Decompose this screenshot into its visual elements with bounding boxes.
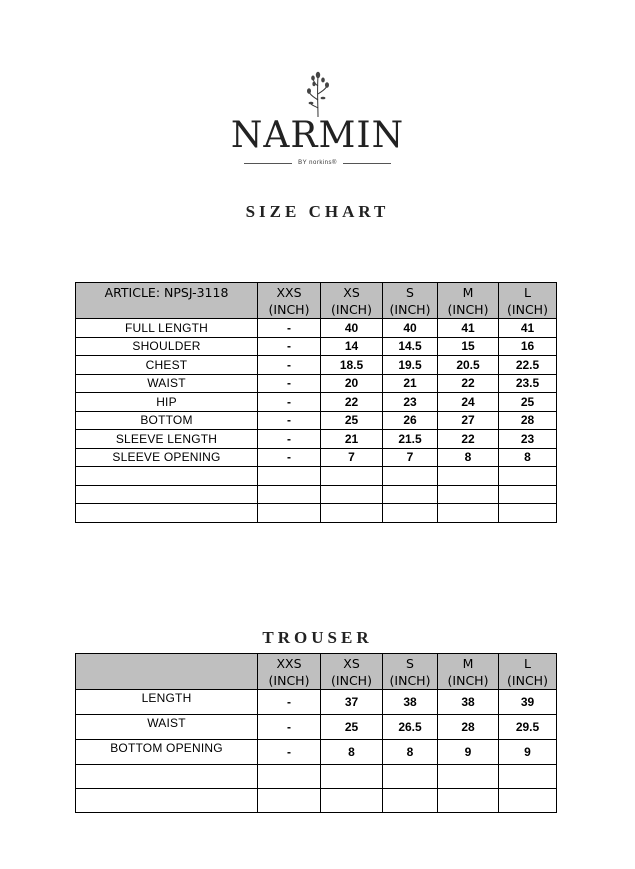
measurement-value: 23 [499,430,557,449]
empty-row [76,789,557,813]
brand-byline [0,160,635,166]
col-header-xs: XS (INCH) [321,283,383,319]
empty-cell [499,467,557,486]
empty-cell [258,467,321,486]
measurement-value: - [258,374,321,393]
measurement-value: 23.5 [499,374,557,393]
measurement-value: 22.5 [499,356,557,375]
measurement-value: 26 [383,411,438,430]
measurement-value: - [258,319,321,338]
measurement-value: 25 [321,411,383,430]
measurement-value: 26.5 [383,715,438,740]
measurement-label: SLEEVE OPENING [76,448,258,467]
trouser-chart-header-row [76,654,557,690]
empty-cell [438,485,499,504]
measurement-value: - [258,393,321,412]
empty-cell [76,504,258,523]
empty-cell [383,789,438,813]
empty-row [76,485,557,504]
measurement-label: WAIST [76,374,258,393]
measurement-value: - [258,690,321,715]
measurement-value: 40 [321,319,383,338]
measurement-value: 28 [499,411,557,430]
measurement-value: 14 [321,337,383,356]
table-row [76,356,557,375]
measurement-value: 38 [383,690,438,715]
col-header-xxs: XXS (INCH) [258,283,321,319]
empty-row [76,765,557,789]
empty-cell [383,467,438,486]
empty-cell [76,789,258,813]
measurement-label: WAIST [76,715,258,740]
measurement-value: - [258,411,321,430]
col-header-s: S (INCH) [383,654,438,690]
measurement-value: 8 [499,448,557,467]
empty-cell [321,467,383,486]
col-header-xs: XS (INCH) [321,654,383,690]
empty-cell [321,789,383,813]
measurement-value: 20 [321,374,383,393]
measurement-value: 28 [438,715,499,740]
trouser-chart-table [75,653,557,813]
measurement-value: 23 [383,393,438,412]
table-row [76,448,557,467]
measurement-label: BOTTOM [76,411,258,430]
measurement-value: 19.5 [383,356,438,375]
table-row [76,430,557,449]
col-header-s: S (INCH) [383,283,438,319]
flower-sprig-icon [303,70,333,118]
measurement-value: 14.5 [383,337,438,356]
measurement-label: LENGTH [76,690,258,715]
measurement-value: 24 [438,393,499,412]
measurement-value: 22 [321,393,383,412]
empty-cell [499,485,557,504]
measurement-value: - [258,337,321,356]
measurement-label: FULL LENGTH [76,319,258,338]
col-header-l: L (INCH) [499,654,557,690]
byline-rule-left [244,163,292,164]
measurement-value: 15 [438,337,499,356]
measurement-value: - [258,430,321,449]
empty-cell [383,485,438,504]
measurement-value: 25 [321,715,383,740]
table-row [76,393,557,412]
measurement-label: CHEST [76,356,258,375]
measurement-value: 25 [499,393,557,412]
table-row [76,319,557,338]
trouser-article-label [76,654,258,690]
empty-cell [258,485,321,504]
measurement-value: 41 [499,319,557,338]
measurement-value: 41 [438,319,499,338]
measurement-value: 9 [499,740,557,765]
empty-cell [383,504,438,523]
empty-cell [258,789,321,813]
measurement-value: - [258,448,321,467]
measurement-label: SLEEVE LENGTH [76,430,258,449]
brand-logo [0,70,635,166]
table-row [76,337,557,356]
measurement-value: - [258,740,321,765]
empty-cell [321,485,383,504]
byline-rule-right [343,163,391,164]
empty-row [76,504,557,523]
measurement-value: 37 [321,690,383,715]
measurement-value: 22 [438,430,499,449]
measurement-label: BOTTOM OPENING [76,740,258,765]
col-header-l: L (INCH) [499,283,557,319]
table-row [76,411,557,430]
empty-cell [499,789,557,813]
empty-cell [383,765,438,789]
measurement-value: 21.5 [383,430,438,449]
measurement-value: 7 [383,448,438,467]
measurement-value: 27 [438,411,499,430]
measurement-value: 21 [383,374,438,393]
empty-cell [499,504,557,523]
table-row [76,740,557,765]
table-row [76,715,557,740]
measurement-label: SHOULDER [76,337,258,356]
empty-cell [76,467,258,486]
measurement-value: 22 [438,374,499,393]
measurement-value: 18.5 [321,356,383,375]
empty-row [76,467,557,486]
empty-cell [258,765,321,789]
article-label: ARTICLE: NPSJ-3118 [76,283,258,319]
trouser-chart-title: TROUSER [262,628,373,647]
empty-cell [438,504,499,523]
empty-cell [321,504,383,523]
measurement-value: 8 [438,448,499,467]
measurement-value: 38 [438,690,499,715]
col-header-m: M (INCH) [438,283,499,319]
empty-cell [438,467,499,486]
measurement-value: 8 [383,740,438,765]
measurement-value: 39 [499,690,557,715]
measurement-value: 20.5 [438,356,499,375]
measurement-value: - [258,715,321,740]
measurement-label: HIP [76,393,258,412]
measurement-value: 16 [499,337,557,356]
measurement-value: 9 [438,740,499,765]
brand-name: NARMIN [230,115,405,156]
measurement-value: - [258,356,321,375]
col-header-m: M (INCH) [438,654,499,690]
empty-cell [438,789,499,813]
empty-cell [76,765,258,789]
table-row [76,690,557,715]
empty-cell [438,765,499,789]
measurement-value: 8 [321,740,383,765]
empty-cell [321,765,383,789]
empty-cell [76,485,258,504]
measurement-value: 40 [383,319,438,338]
byline-text: BY norkins® [298,160,337,166]
size-chart-header-row [76,283,557,319]
size-chart-title: SIZE CHART [245,202,390,221]
empty-cell [258,504,321,523]
measurement-value: 29.5 [499,715,557,740]
measurement-value: 21 [321,430,383,449]
measurement-value: 7 [321,448,383,467]
table-row [76,374,557,393]
empty-cell [499,765,557,789]
col-header-xxs: XXS (INCH) [258,654,321,690]
size-chart-table [75,282,557,523]
